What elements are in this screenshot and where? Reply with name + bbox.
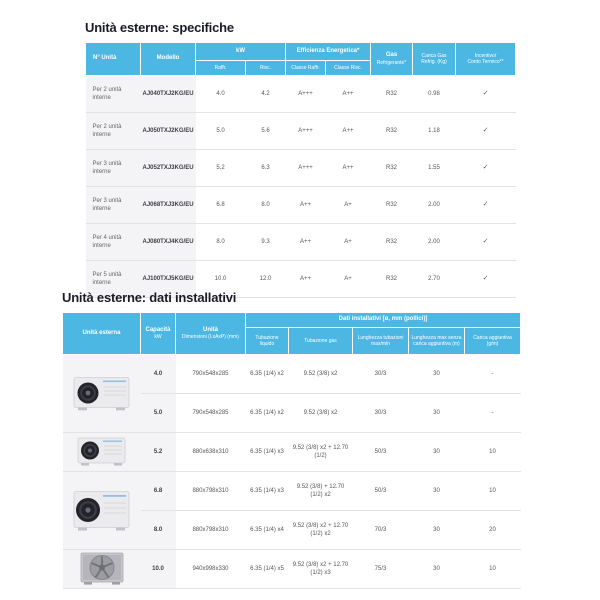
checkmark-icon: ✓: [456, 113, 516, 150]
col-header-gas-refrigerante: Gas Refrigerante*: [371, 43, 413, 76]
col-header-incentivo: Incentivo/ Conto Termico**: [456, 43, 516, 76]
outdoor-unit-5-ports-photo: [63, 550, 141, 589]
col-header-unita-esterna: Unità esterna: [63, 313, 141, 355]
spec-row: Per 3 unità interne AJ052TXJ3KG/EU 5.2 6.3 A+++ A++ R32 1.55 ✓: [86, 150, 516, 187]
install-row: 8.0 880x798x310 6.35 (1/4) x4 9.52 (3/8) x2 + 12.70 (1/2) x2 70/3 30 20: [63, 511, 521, 550]
col-group-kw: kW: [196, 43, 286, 61]
install-row: 5.2 880x638x310 6.35 (1/4) x3 9.52 (3/8) x2 + 12.70 (1/2) 50/3 30 10: [63, 433, 521, 472]
spec-row: Per 2 unità interne AJ050TXJ2KG/EU 5.0 5.6 A+++ A++ R32 1.18 ✓: [86, 113, 516, 150]
spec-row: Per 4 unità interne AJ080TXJ4KG/EU 8.0 9.3 A++ A+ R32 2.00 ✓: [86, 224, 516, 261]
checkmark-icon: ✓: [456, 261, 516, 298]
col-header-lunghezza-senza-carica: Lunghezza max senza carica aggiuntiva (m): [409, 328, 465, 355]
col-header-dimensioni: Unità Dimensioni (LxAxP) (mm): [176, 313, 246, 355]
outdoor-unit-3-ports-photo: [63, 433, 141, 472]
install-row: 5.0 790x548x285 6.35 (1/4) x2 9.52 (3/8) x2 30/3 30 -: [63, 394, 521, 433]
specs-table: [85, 42, 516, 298]
col-header-lunghezza-maxmin: Lunghezza tubazioni max/min: [353, 328, 409, 355]
col-header-tubazione-gas: Tubazione gas: [289, 328, 353, 355]
install-row: 6.8 880x798x310 6.35 (1/4) x3 9.52 (3/8) + 12.70 (1/2) x2 50/3 30 10: [63, 472, 521, 511]
col-header-classe-risc: Classe Risc.: [326, 61, 371, 76]
outdoor-unit-icon: [77, 437, 127, 467]
install-row: 4.0 790x548x285 6.35 (1/4) x2 9.52 (3/8) x2 30/3 30 -: [63, 355, 521, 394]
checkmark-icon: ✓: [456, 224, 516, 261]
spec-row: Per 5 unità interne AJ100TXJ5KG/EU 10.0 12.0 A++ A+ R32 2.70 ✓: [86, 261, 516, 298]
outdoor-unit-icon: [73, 376, 131, 412]
col-group-dati-installativi: Dati installativi [ø, mm (pollici)]: [246, 313, 521, 328]
checkmark-icon: ✓: [456, 76, 516, 113]
col-header-n-unita: N° Unità: [86, 43, 141, 76]
col-group-efficienza: Efficienza Energetica*: [286, 43, 371, 61]
section2-title: Unità esterne: dati installativi: [62, 290, 237, 305]
install-table: [62, 312, 521, 589]
col-header-kw-raffr: Raffr.: [196, 61, 246, 76]
col-header-capacita: Capacità kW: [141, 313, 176, 355]
spec-row: Per 2 unità interne AJ040TXJ2KG/EU 4.0 4.2 A+++ A++ R32 0.98 ✓: [86, 76, 516, 113]
outdoor-unit-front-icon: [80, 552, 124, 586]
section-specifiche: [85, 20, 515, 298]
checkmark-icon: ✓: [456, 187, 516, 224]
col-header-kw-risc: Risc.: [246, 61, 286, 76]
outdoor-unit-4-ports-photo: [63, 472, 141, 550]
section1-title: Unità esterne: specifiche: [85, 20, 234, 35]
outdoor-unit-2-ports-photo: [63, 355, 141, 433]
col-header-modello: Modello: [141, 43, 196, 76]
col-header-carica-aggiuntiva: Carica aggiuntiva (g/m): [465, 328, 521, 355]
section-dati-installativi: [62, 290, 520, 589]
col-header-tubazione-liquido: Tubazione liquido: [246, 328, 289, 355]
checkmark-icon: ✓: [456, 150, 516, 187]
outdoor-unit-icon: [73, 490, 131, 532]
col-header-classe-raffr: Classe Raffr.: [286, 61, 326, 76]
spec-row: Per 3 unità interne AJ068TXJ3KG/EU 6.8 8.0 A++ A+ R32 2.00 ✓: [86, 187, 516, 224]
col-header-carica-gas: Carica Gas Refrig. (Kg): [413, 43, 456, 76]
install-row: 10.0 940x998x330 6.35 (1/4) x5 9.52 (3/8) x2 + 12.70 (1/2) x3 75/3 30 10: [63, 550, 521, 589]
